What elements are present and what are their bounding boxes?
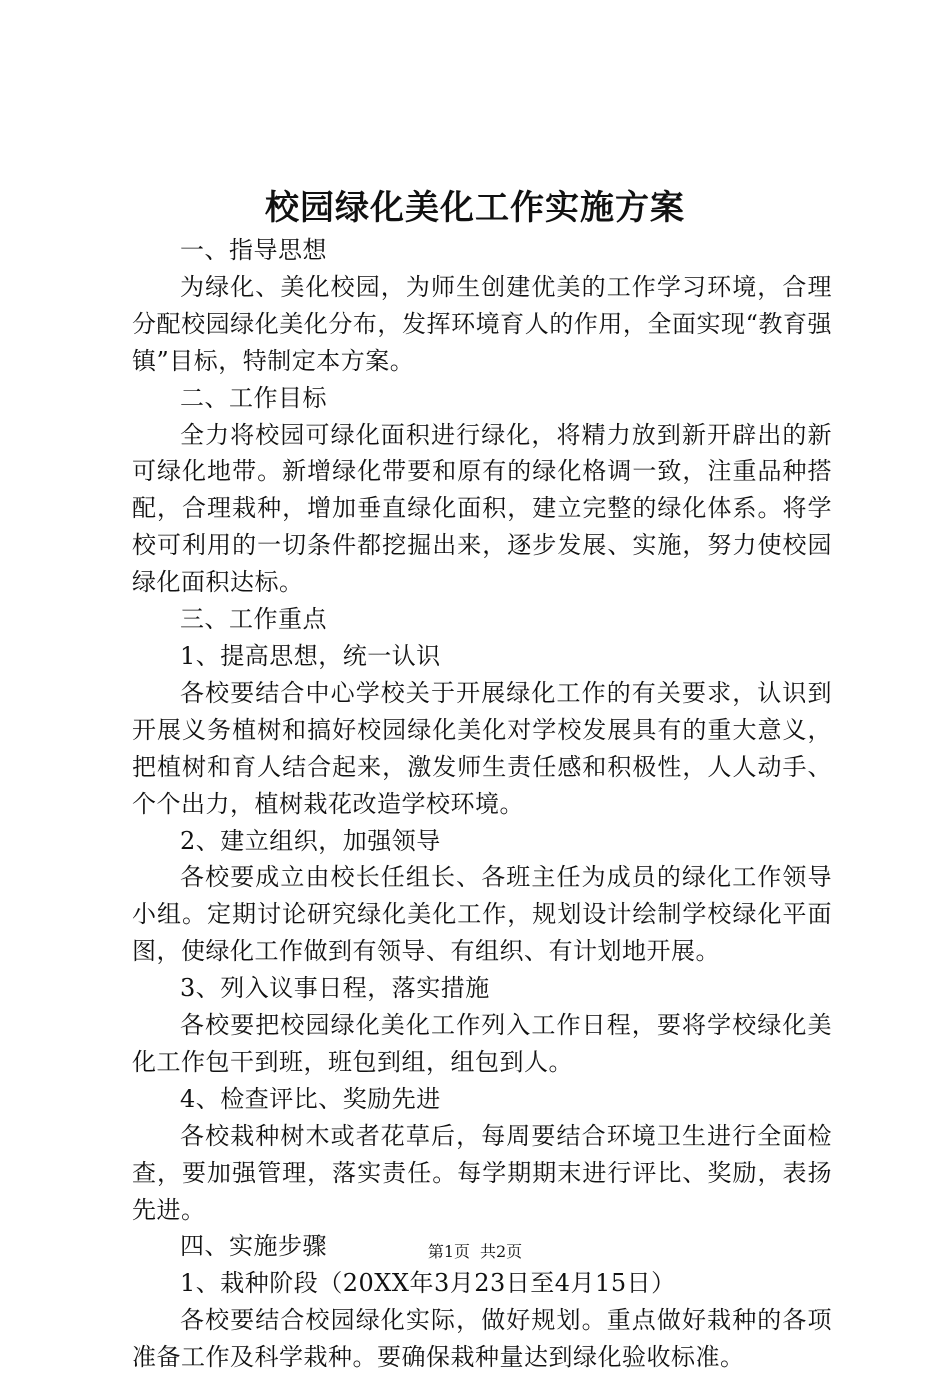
- subsection-heading: 1、提高思想，统一认识: [180, 641, 441, 670]
- section-heading: 四、实施步骤: [180, 1232, 327, 1261]
- paragraph: 各校要把校园绿化美化工作列入工作日程，要将学校绿化美化工作包干到班，班包到组，组包到人。: [132, 1011, 832, 1076]
- paragraph: 各校栽种树木或者花草后，每周要结合环境卫生进行全面检查，要加强管理，落实责任。每学期期末进行评比、奖励，表扬先进。: [132, 1121, 832, 1224]
- document-body: [132, 232, 832, 1376]
- section-heading: 三、工作重点: [180, 605, 327, 634]
- page-number: 第1页: [427, 1242, 470, 1261]
- section-heading: 二、工作目标: [180, 383, 327, 412]
- subsection-heading: 3、列入议事日程，落实措施: [180, 974, 490, 1003]
- document-title: 校园绿化美化工作实施方案: [265, 188, 685, 228]
- paragraph: 各校要结合校园绿化实际，做好规划。重点做好栽种的各项准备工作及科学栽种。要确保栽种量达到绿化验收标准。: [132, 1306, 832, 1372]
- paragraph: 为绿化、美化校园，为师生创建优美的工作学习环境，合理分配校园绿化美化分布，发挥环境育人的作用，全面实现“教育强镇”目标，特制定本方案。: [132, 272, 832, 375]
- section-heading: 一、指导思想: [180, 236, 327, 264]
- page-total: 共2页: [480, 1242, 523, 1261]
- paragraph: 各校要成立由校长任组长、各班主任为成员的绿化工作领导小组。定期讨论研究绿化美化工作，规划设计绘制学校绿化平面图，使绿化工作做到有领导、有组织、有计划地开展。: [132, 863, 832, 966]
- subsection-heading: 4、检查评比、奖励先进: [180, 1084, 441, 1113]
- subsection-heading: 1、栽种阶段（20XX年3月23日至4月15日）: [180, 1269, 676, 1298]
- paragraph: 各校要结合中心学校关于开展绿化工作的有关要求，认识到开展义务植树和搞好校园绿化美化对学校发展具有的重大意义，把植树和育人结合起来，激发师生责任感和积极性，人人动手、个个出力，植树栽花改造学校环境。: [132, 678, 832, 818]
- subsection-heading: 2、建立组织，加强领导: [180, 826, 441, 855]
- page-footer: [0, 1240, 950, 1264]
- paragraph: 全力将校园可绿化面积进行绿化，将精力放到新开辟出的新可绿化地带。新增绿化带要和原有的绿化格调一致，注重品种搭配，合理栽种，增加垂直绿化面积，建立完整的绿化体系。将学校可利用的一切条件都挖掘出来，逐步发展、实施，努力使校园绿化面积达标。: [132, 420, 832, 597]
